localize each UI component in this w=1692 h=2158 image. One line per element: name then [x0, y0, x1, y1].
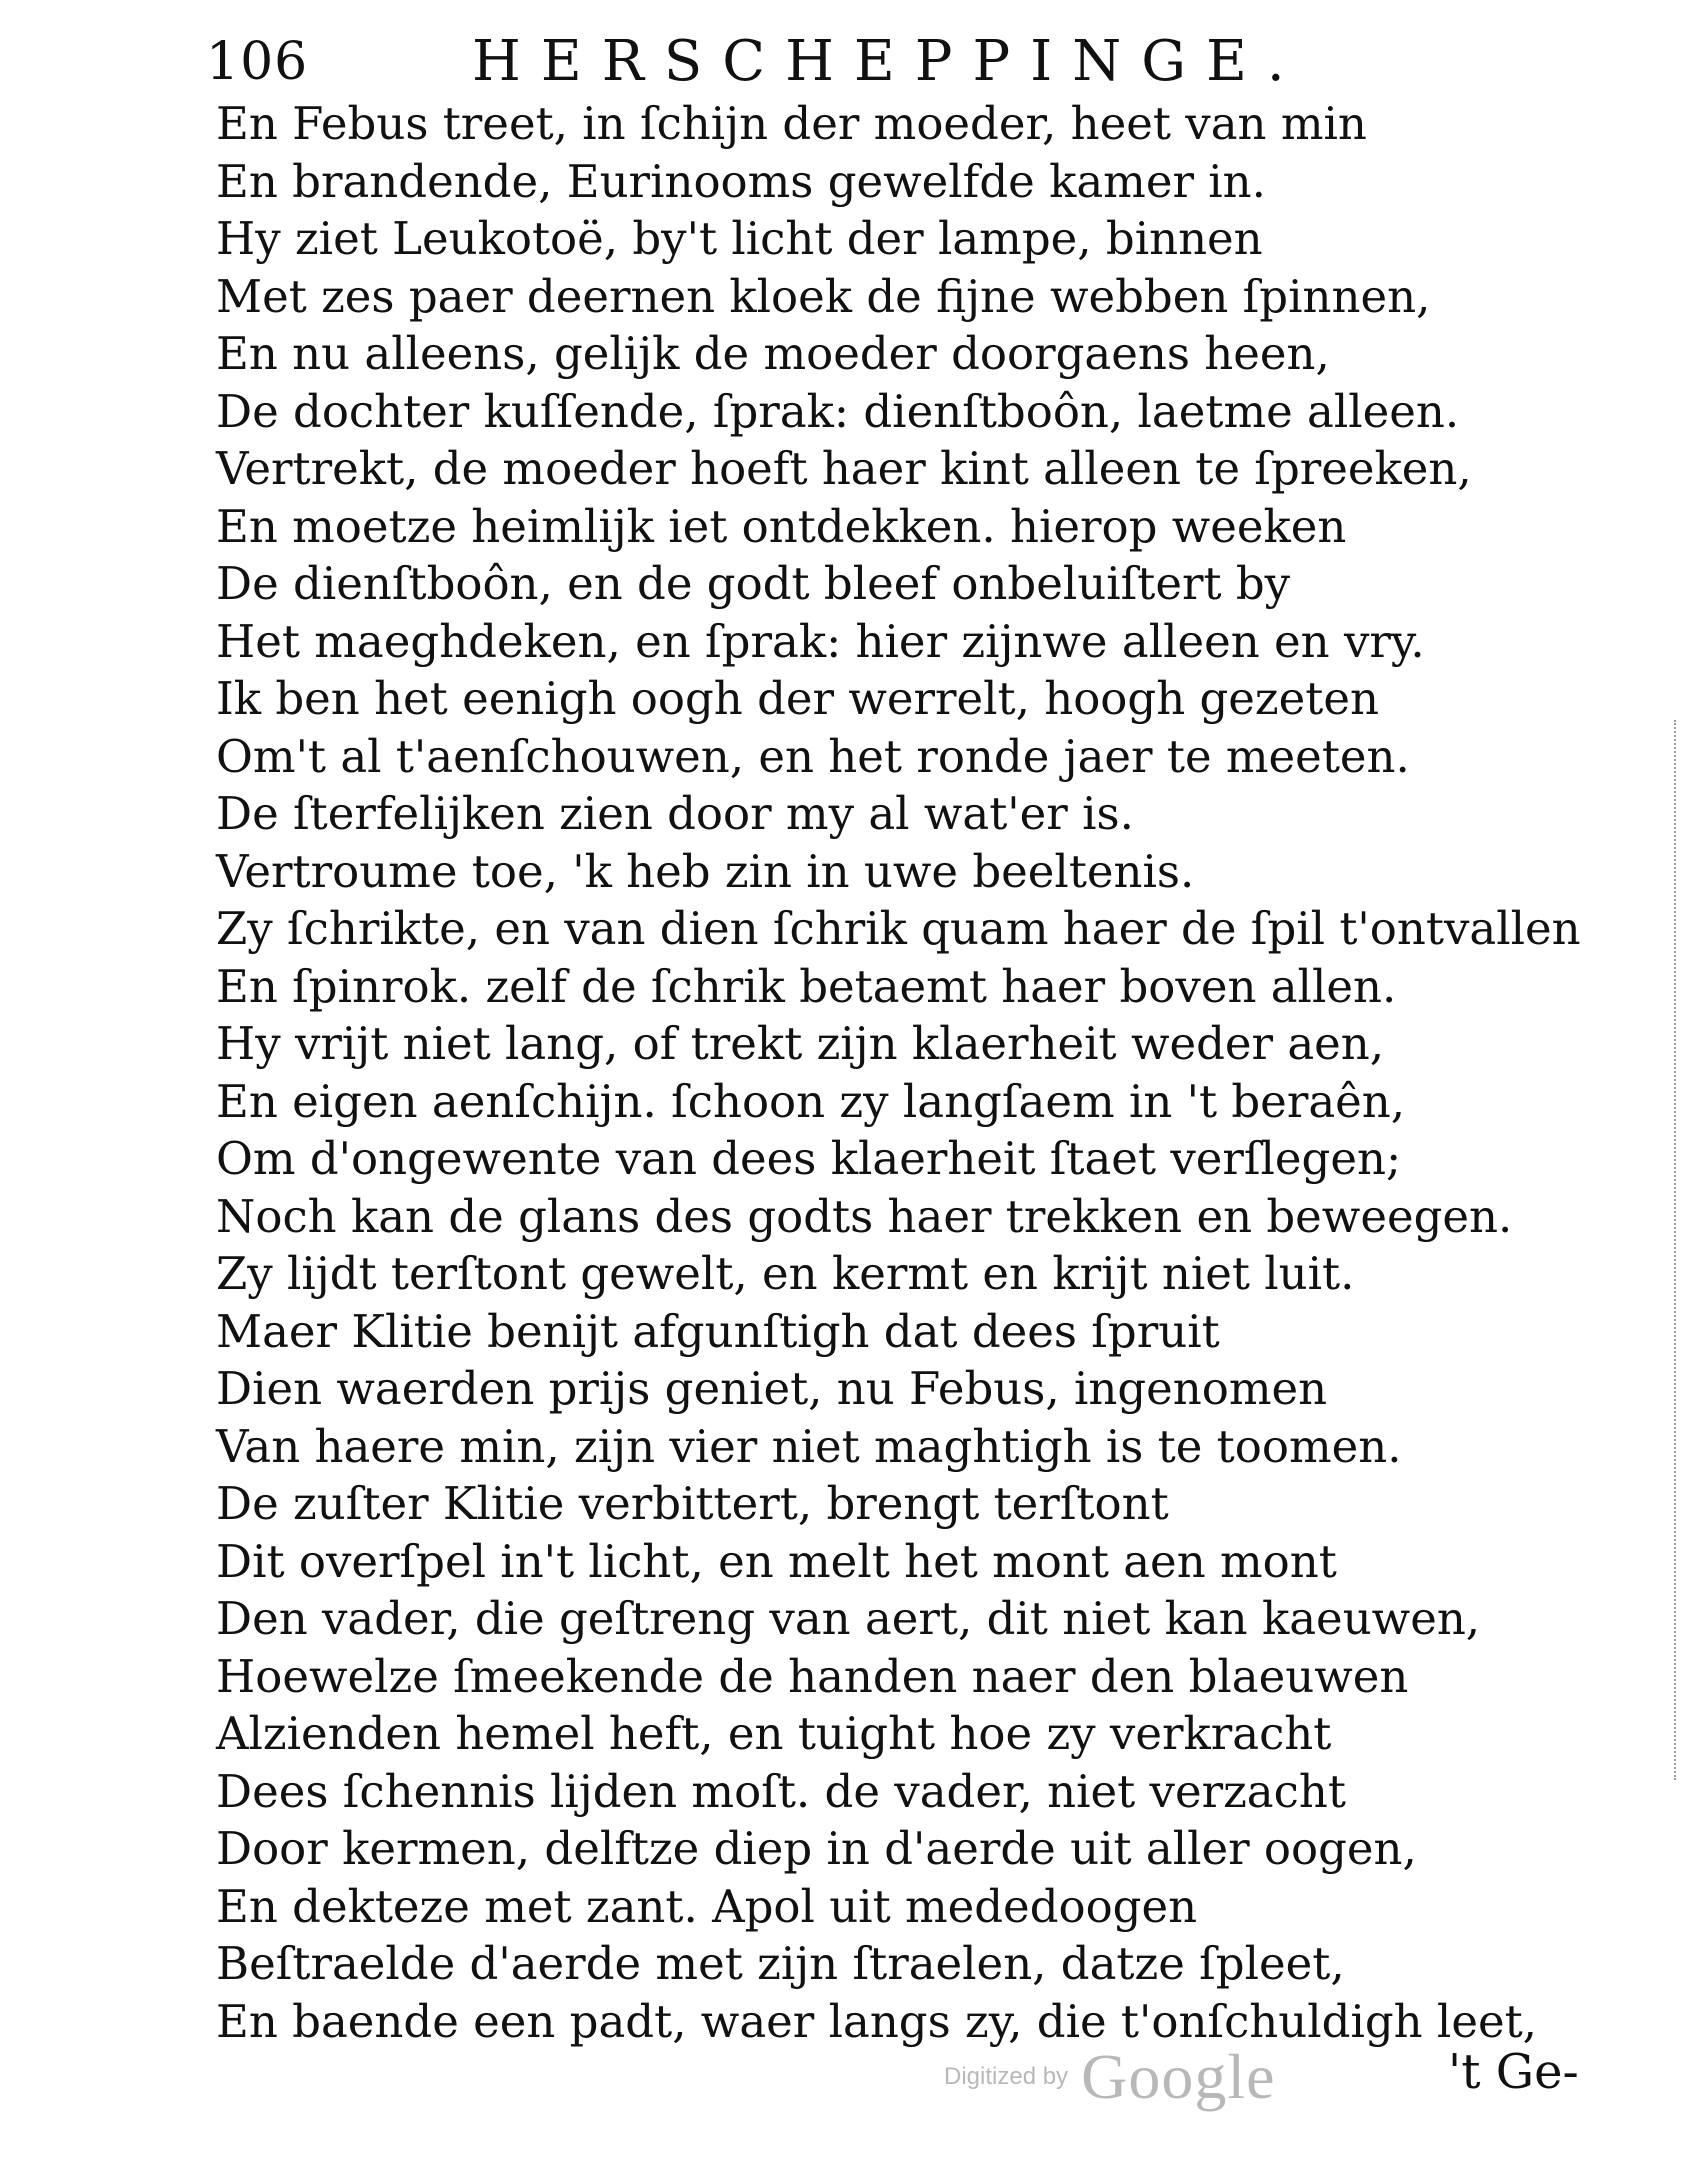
- verse-line: Met zes paer deernen kloek de fijne webben ſpinnen,: [216, 269, 1431, 323]
- verse-line: Om d'ongewente van dees klaerheit ſtaet verſlegen;: [216, 1132, 1402, 1185]
- page-edge-bleed: [1674, 720, 1686, 1780]
- verse-line: En dekteze met zant. Apol uit mededoogen: [216, 1879, 1198, 1933]
- verse-line: Den vader, die geſtreng van aert, dit niet kan kaeuwen,: [216, 1592, 1481, 1645]
- verse-line: Dien waerden prijs geniet, nu Febus, ingenomen: [216, 1362, 1328, 1415]
- watermark-prefix: Digitized by: [944, 2063, 1069, 2090]
- verse-line: Zy lijdt terſtont gewelt, en kermt en krijt niet luit.: [216, 1247, 1355, 1300]
- verse-line: Noch kan de glans des godts haer trekken en beweegen.: [216, 1189, 1513, 1243]
- verse-line: En moetze heimlijk iet ontdekken. hierop weeken: [216, 499, 1347, 553]
- verse-line: Om't al t'aenſchouwen, en het ronde jaer te meeten.: [216, 729, 1410, 783]
- verse-line: En nu alleens, gelijk de moeder doorgaens heen,: [216, 327, 1330, 380]
- verse-line: Hy vrijt niet lang, of trekt zijn klaerheit weder aen,: [216, 1017, 1385, 1070]
- verse-line: Door kermen, delftze diep in d'aerde uit aller oogen,: [216, 1822, 1417, 1875]
- verse-line: En baende een padt, waer langs zy, die t'onſchuldigh leet,: [216, 1994, 1537, 2048]
- verse-line: Dees ſchennis lijden moſt. de vader, niet verzacht: [216, 1764, 1346, 1818]
- verse-line: De dochter kuſſende, ſprak: dienſtboôn, laetme alleen.: [216, 384, 1460, 438]
- verse-body: [216, 95, 1596, 2050]
- verse-line: Alzienden hemel heft, en tuight hoe zy verkracht: [216, 1707, 1332, 1760]
- verse-line: De ſterfelijken zien door my al wat'er is.: [216, 787, 1134, 840]
- verse-line: En Febus treet, in ſchijn der moeder, heet van min: [216, 97, 1367, 150]
- verse-line: Dit overſpel in't licht, en melt het mont aen mont: [216, 1534, 1337, 1588]
- verse-line: Ik ben het eenigh oogh der werrelt, hoogh gezeten: [216, 672, 1379, 725]
- verse-line: En eigen aenſchijn. ſchoon zy langſaem in 't beraên,: [216, 1074, 1406, 1128]
- verse-line: En ſpinrok. zelf de ſchrik betaemt haer boven allen.: [216, 959, 1397, 1013]
- digitized-watermark: [944, 2040, 1276, 2114]
- verse-line: Vertrekt, de moeder hoeft haer kint alleen te ſpreeken,: [216, 442, 1472, 495]
- verse-line: En brandende, Eurinooms gewelfde kamer in.: [216, 154, 1266, 208]
- verse-line: Beſtraelde d'aerde met zijn ſtraelen, datze ſpleet,: [216, 1937, 1345, 1990]
- catchword: 't Ge-: [1448, 2044, 1579, 2100]
- verse-line: Hy ziet Leukotoë, by't licht der lampe, binnen: [216, 212, 1263, 265]
- running-title: HERSCHEPPINGE.: [472, 29, 1305, 94]
- verse-line: Zy ſchrikte, en van dien ſchrik quam haer de ſpil t'ontvallen: [216, 902, 1581, 955]
- verse-line: De dienſtboôn, en de godt bleef onbeluiſtert by: [216, 557, 1291, 610]
- verse-line: Het maeghdeken, en ſprak: hier zijnwe alleen en vry.: [216, 614, 1425, 668]
- watermark-brand: Google: [1081, 2041, 1276, 2112]
- verse-line: Maer Klitie benijt afgunſtigh dat dees ſpruit: [216, 1304, 1220, 1358]
- verse-line: De zuſter Klitie verbittert, brengt terſtont: [216, 1477, 1169, 1530]
- verse-line: Vertroume toe, 'k heb zin in uwe beeltenis.: [216, 844, 1195, 898]
- verse-line: Hoewelze ſmeekende de handen naer den blaeuwen: [216, 1649, 1409, 1703]
- verse-line: Van haere min, zijn vier niet maghtigh is te toomen.: [216, 1419, 1402, 1473]
- page-number: 106: [206, 32, 309, 92]
